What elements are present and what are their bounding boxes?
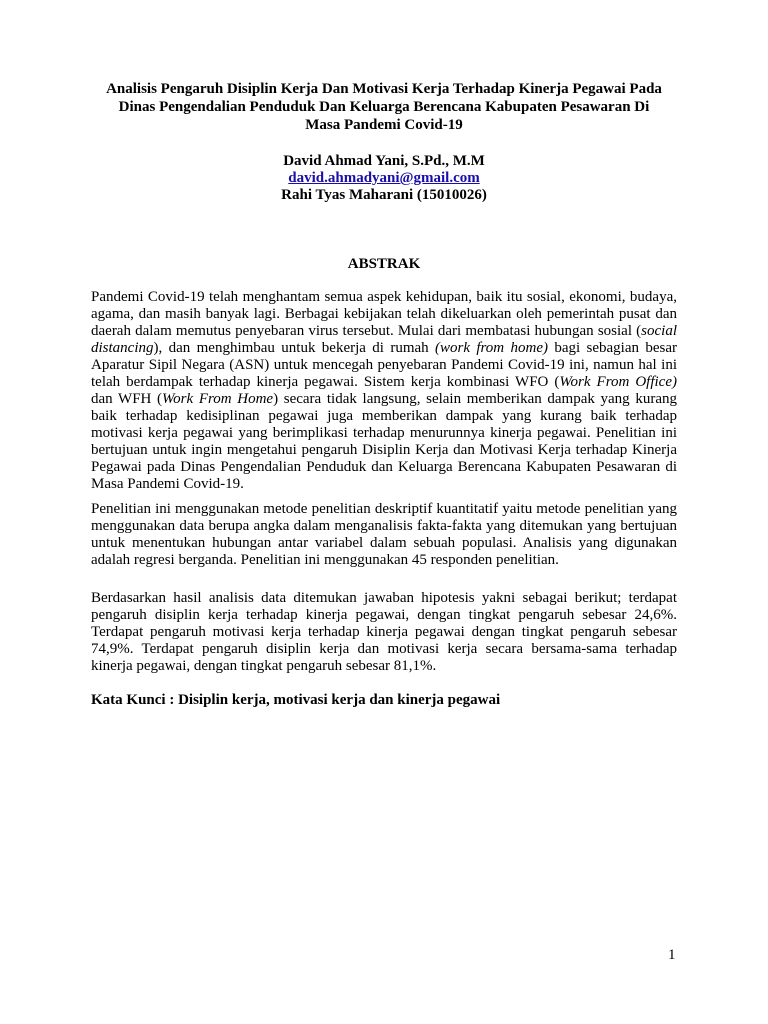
abstract-heading: ABSTRAK [347, 256, 421, 272]
author-name-2: Rahi Tyas Maharani (15010026) [281, 187, 487, 203]
abstract-paragraph-2: Penelitian ini menggunakan metode penelitian deskriptif kuantitatif yaitu metode penelitian yang menggunakan data berupa angka dalam menganalisis fakta-fakta yang ditemukan yang bertujuan untuk menentukan hubungan antar variabel dalam sebuah populasi. Analisis yang digunakan adalah regresi berganda. Penelitian ini menggunakan 45 responden penelitian. [91, 501, 677, 568]
italic-term: social distancing [91, 323, 677, 356]
keywords-line: Kata Kunci : Disiplin kerja, motivasi kerja dan kinerja pegawai [91, 692, 501, 708]
page-number: 1 [668, 947, 676, 963]
italic-term: Work From Home [162, 391, 274, 407]
author-name-1: David Ahmad Yani, S.Pd., M.M [283, 153, 485, 169]
title-line-1: Analisis Pengaruh Disiplin Kerja Dan Motivasi Kerja Terhadap Kinerja Pegawai Pada [106, 81, 662, 97]
italic-term: (work from home) [435, 340, 548, 356]
author-email-link[interactable]: david.ahmadyani@gmail.com [288, 170, 480, 186]
author-block [80, 153, 688, 204]
abstract-paragraph-1: Pandemi Covid-19 telah menghantam semua aspek kehidupan, baik itu sosial, ekonomi, budaya, agama, dan masih banyak lagi. Berbagai kebijakan telah dikeluarkan oleh pemerintah pusat dan daerah dalam memutus penyebaran virus tersebut. Mulai dari membatasi hubungan sosial (social distancing), dan menghimbau untuk bekerja di rumah (work from home) bagi sebagian besar Aparatur Sipil Negara (ASN) untuk mencegah penyebaran Pandemi Covid-19 ini, namun hal ini telah berdampak terhadap kinerja pegawai. Sistem kerja kombinasi WFO (Work From Office) dan WFH (Work From Home) secara tidak langsung, selain memberikan dampak yang kurang baik terhadap kedisiplinan pegawai juga memberikan dampak yang kurang baik terhadap motivasi kerja pegawai yang berimplikasi terhadap menurunnya kinerja pegawai. Penelitian ini bertujuan untuk ingin mengetahui pengaruh Disiplin Kerja dan Motivasi Kerja terhadap Kinerja Pegawai pada Dinas Pengendalian Penduduk dan Keluarga Berencana Kabupaten Pesawaran di Masa Pandemi Covid-19. [91, 289, 678, 492]
paper-title [80, 80, 688, 134]
title-line-2: Dinas Pengendalian Penduduk Dan Keluarga Berencana Kabupaten Pesawaran Di [118, 99, 650, 115]
abstract-paragraph-3: Berdasarkan hasil analisis data ditemukan jawaban hipotesis yakni sebagai berikut; terdapat pengaruh disiplin kerja terhadap kinerja pegawai, dengan tingkat pengaruh sebesar 24,6%. Terdapat pengaruh motivasi kerja terhadap kinerja pegawai dengan tingkat pengaruh sebesar 74,9%. Terdapat pengaruh disiplin kerja dan motivasi kerja secara bersama-sama terhadap kinerja pegawai, dengan tingkat pengaruh sebesar 81,1%. [91, 590, 677, 674]
title-line-3: Masa Pandemi Covid-19 [305, 117, 463, 133]
italic-term: Work From Office) [559, 374, 677, 390]
